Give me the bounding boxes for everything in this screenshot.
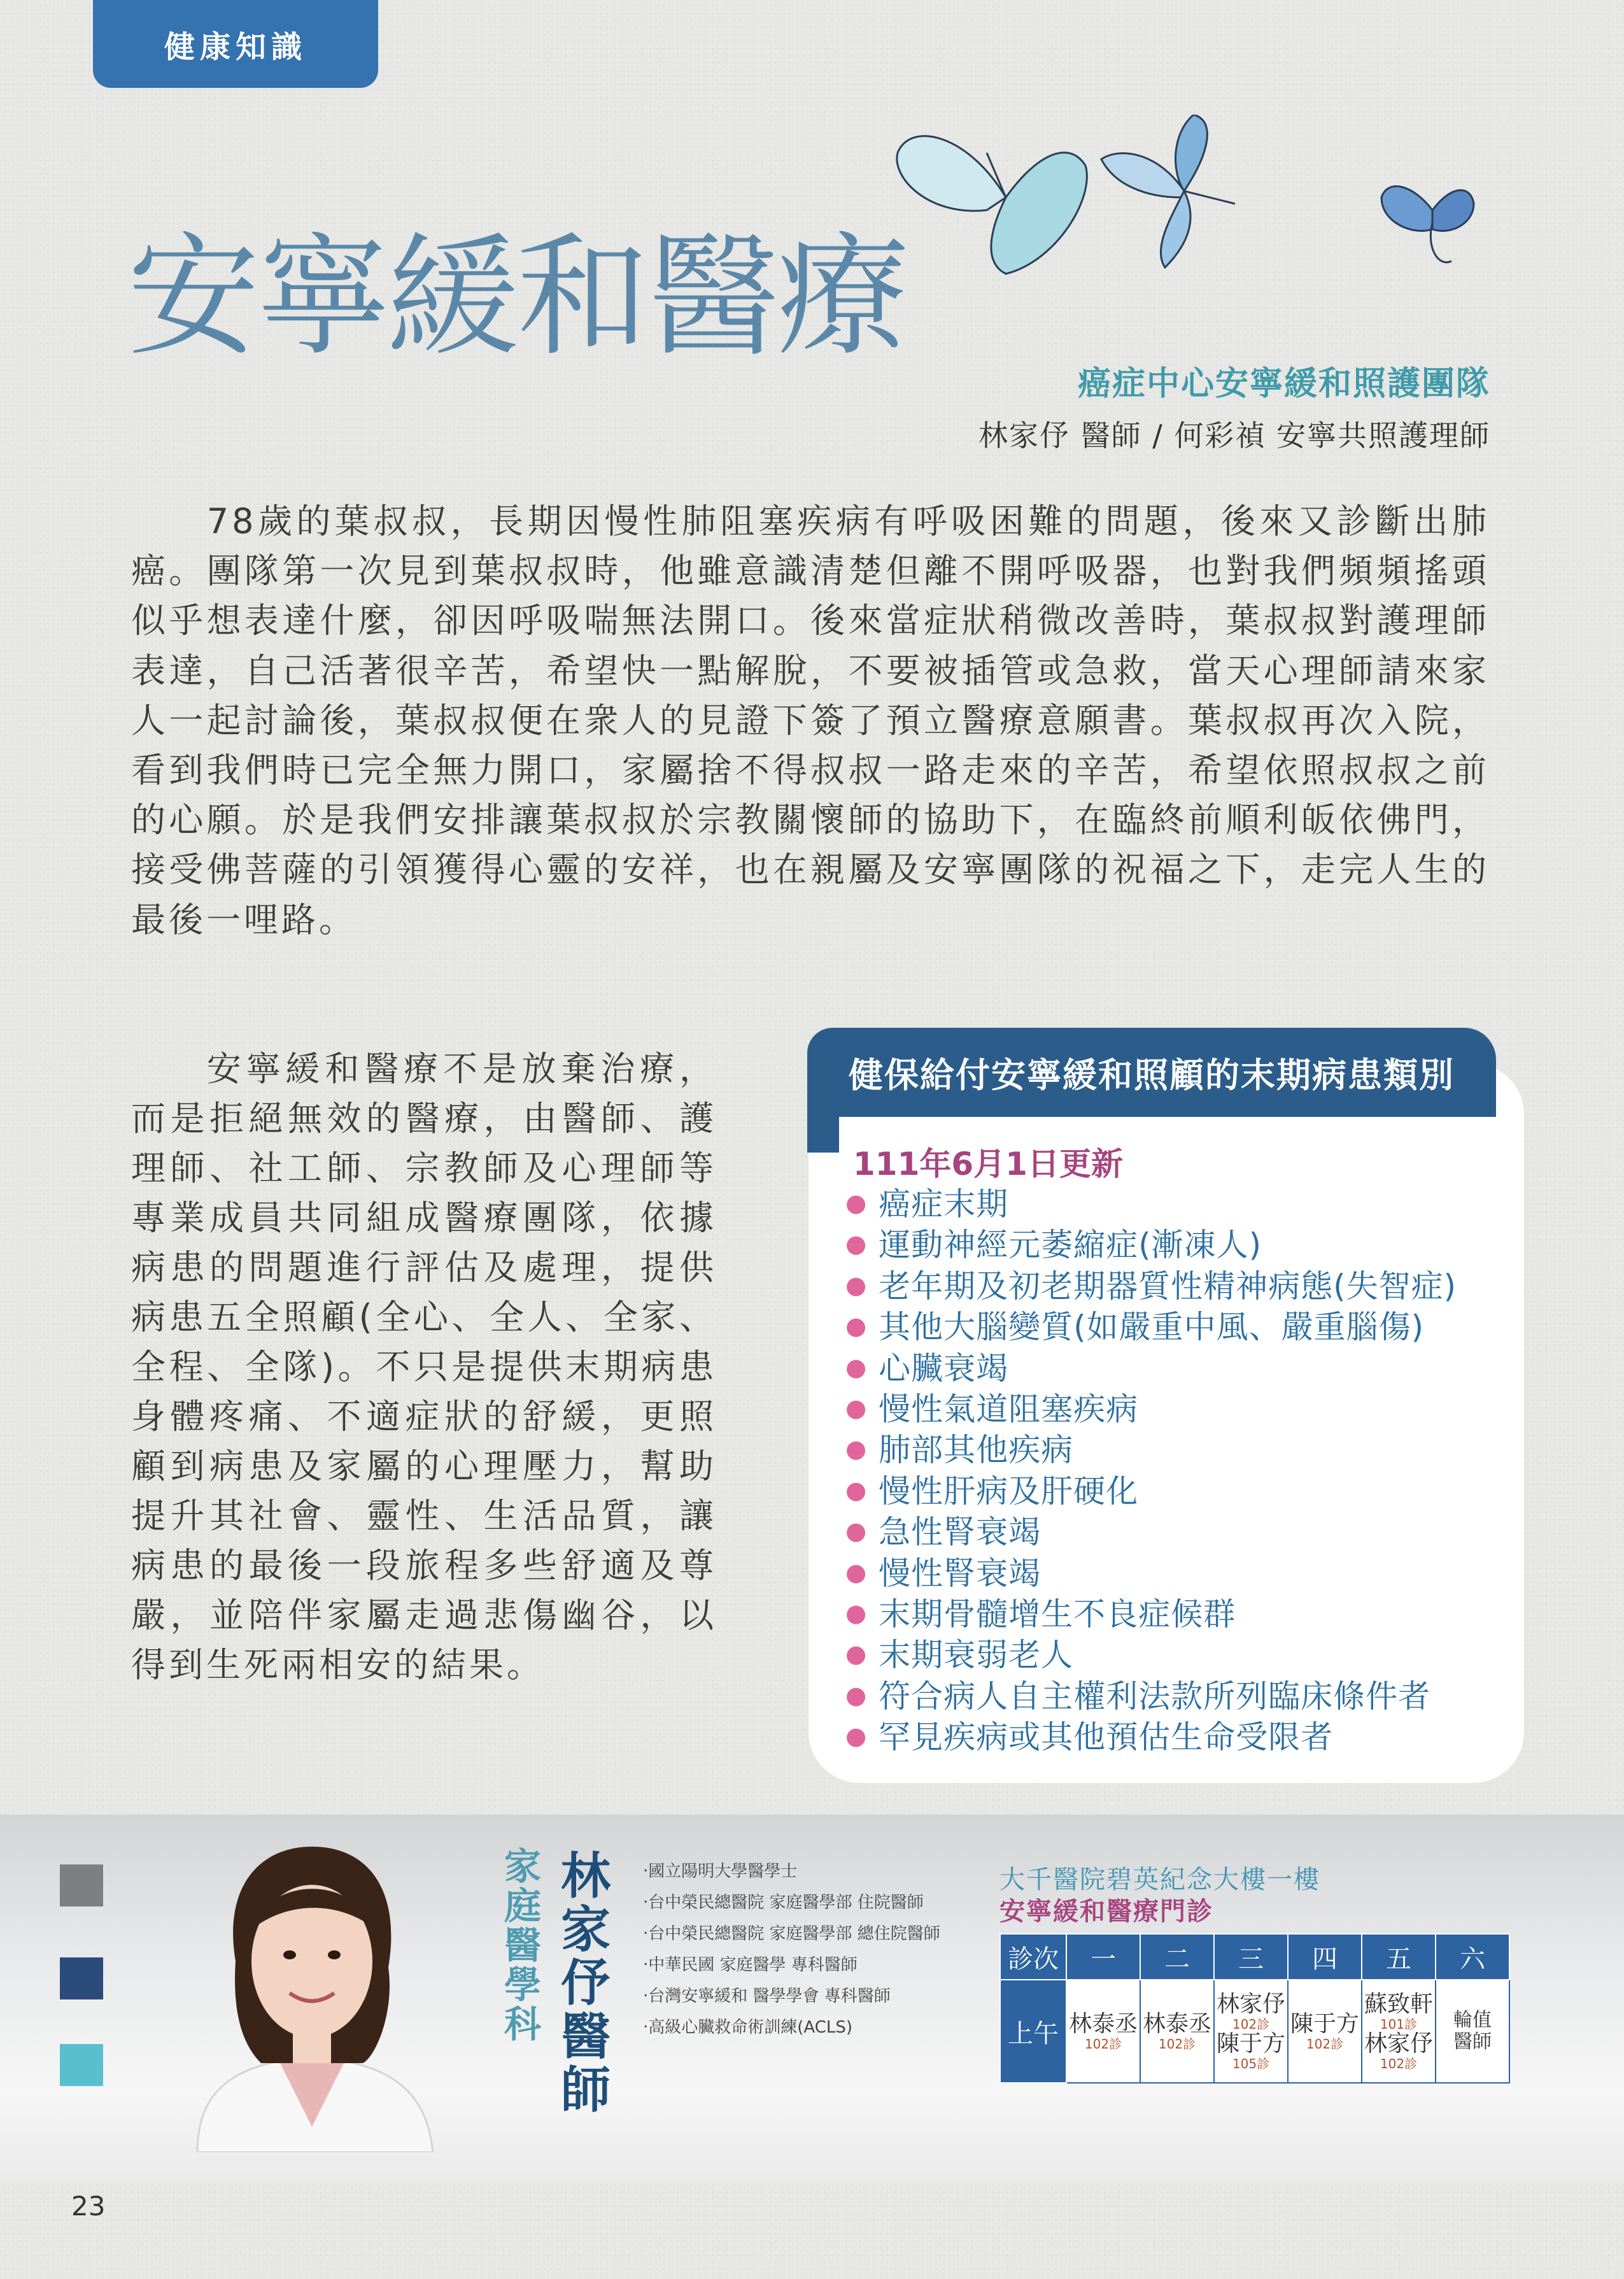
schedule-header-row: [1000, 1934, 1509, 1980]
credential-item: ‧台中榮民總醫院 家庭醫學部 總住院醫師: [643, 1924, 940, 1943]
slot-doctor: 陳于方: [1216, 2031, 1285, 2057]
butterfly-icon: [897, 136, 1087, 274]
bullet-icon: ●: [845, 1352, 868, 1381]
update-date: 111年6月1日更新: [853, 1146, 1123, 1182]
article-title: 安寧緩和醫療: [127, 220, 907, 374]
credential-item: ‧台灣安寧緩和 醫學學會 專科醫師: [643, 1987, 891, 2006]
decor-square-teal: [60, 2044, 103, 2086]
category-item: [845, 1470, 1457, 1511]
schedule-cell-thu: [1288, 1980, 1362, 2083]
article-authors: 林家伃 醫師 / 何彩禎 安寧共照護理師: [978, 418, 1490, 453]
doctor-credentials: [643, 1856, 940, 2043]
schedule-cell-mon: [1066, 1980, 1140, 2083]
bullet-icon: ●: [845, 1230, 868, 1258]
bullet-icon: ●: [845, 1722, 868, 1750]
category-label: 老年期及初老期器質性精神病態(失智症): [879, 1267, 1457, 1305]
category-label: 慢性腎衰竭: [879, 1554, 1041, 1592]
category-item: [845, 1224, 1457, 1265]
doctor-name: 林家伃 醫師: [560, 1848, 611, 2119]
bullet-icon: ●: [845, 1517, 868, 1545]
category-item: [845, 1552, 1457, 1593]
credential-item: ‧台中榮民總醫院 家庭醫學部 住院醫師: [643, 1893, 924, 1912]
slot-doctor: 林泰丞: [1068, 2011, 1138, 2037]
category-list: [845, 1183, 1457, 1757]
decor-square-gray: [60, 1864, 103, 1906]
category-label: 末期骨髓增生不良症候群: [879, 1596, 1236, 1633]
slot-doctor: 蘇致軒: [1364, 1991, 1433, 2017]
doctor-portrait: [172, 1834, 452, 2152]
category-label: 慢性肝病及肝硬化: [879, 1472, 1139, 1510]
schedule-day-thu: 四: [1288, 1934, 1362, 1980]
category-label: 慢性氣道阻塞疾病: [879, 1391, 1139, 1428]
slot-doctor: 林家伃: [1364, 2031, 1433, 2057]
butterfly-decoration: [891, 115, 1496, 280]
category-item: [845, 1388, 1457, 1429]
category-label: 肺部其他疾病: [879, 1431, 1074, 1469]
article-team: 癌症中心安寧緩和照護團隊: [1077, 365, 1490, 403]
category-label: 罕見疾病或其他預估生命受限者: [879, 1719, 1334, 1756]
schedule-day-tue: 二: [1140, 1934, 1214, 1980]
bullet-icon: ●: [845, 1312, 868, 1340]
category-item: [845, 1265, 1457, 1306]
body-paragraph: 安寧緩和醫療不是放棄治療，而是拒絕無效的醫療，由醫師、護理師、社工師、宗教師及心理師等專業成員共同組成醫療團隊，依據病患的問題進行評估及處理，提供病患五全照顧(全心、全人、全家、全程、全隊)。不只是提供末期病患身體疼痛、不適症狀的舒緩，更照顧到病患及家屬的心理壓力，幫助提升其社會、靈性、生活品質，讓病患的最後一段旅程多些舒適及尊嚴，並陪伴家屬走過悲傷幽谷，以得到生死兩相安的結果。: [131, 1049, 717, 1685]
credential-item: ‧高級心臟救命術訓練(ACLS): [643, 2018, 853, 2037]
category-label: 其他大腦變質(如嚴重中風、嚴重腦傷): [879, 1309, 1425, 1346]
bullet-icon: ●: [845, 1189, 868, 1217]
schedule-header-label: 診次: [1000, 1934, 1066, 1980]
slot-doctor: 陳于方: [1290, 2011, 1359, 2037]
credential-item: ‧中華民國 家庭醫學 專科醫師: [643, 1956, 858, 1975]
category-item: [845, 1511, 1457, 1552]
category-label: 運動神經元萎縮症(漸凍人): [879, 1226, 1262, 1264]
category-label: 符合病人自主權利法款所列臨床條件者: [879, 1677, 1431, 1715]
clinic-location: 大千醫院碧英紀念大樓一樓: [999, 1865, 1320, 1894]
bullet-icon: ●: [845, 1680, 868, 1709]
category-item: [845, 1634, 1457, 1675]
bullet-icon: ●: [845, 1640, 868, 1668]
slot-room: 102診: [1306, 2036, 1344, 2052]
slot-room: 101診: [1380, 2017, 1418, 2032]
slot-room: 105診: [1232, 2056, 1270, 2071]
category-item: [845, 1675, 1457, 1716]
bullet-icon: ●: [845, 1558, 868, 1586]
info-box-title: 健保給付安寧緩和照顧的末期病患類別: [849, 1054, 1455, 1095]
schedule-cell-tue: [1140, 1980, 1214, 2083]
credential-item: ‧國立陽明大學醫學士: [643, 1862, 798, 1881]
category-item: [845, 1306, 1457, 1347]
category-label: 癌症末期: [879, 1186, 1009, 1223]
category-item: [845, 1183, 1457, 1224]
category-label: 急性腎衰竭: [879, 1514, 1041, 1551]
page-number: 23: [71, 2190, 106, 2222]
schedule-day-wed: 三: [1214, 1934, 1288, 1980]
slot-room: 102診: [1380, 2056, 1418, 2071]
intro-paragraph: 78歲的葉叔叔，長期因慢性肺阻塞疾病有呼吸困難的問題，後來又診斷出肺癌。團隊第一次見到葉叔叔時，他雖意識清楚但離不開呼吸器，也對我們頻頻搖頭似乎想表達什麼，卻因呼吸喘無法開口。後來當症狀稍微改善時，葉叔叔對護理師表達，自己活著很辛苦，希望快一點解脫，不要被插管或急救，當天心理師請來家人一起討論後，葉叔叔便在衆人的見證下簽了預立醫療意願書。葉叔叔再次入院，看到我們時已完全無力開口，家屬捨不得叔叔一路走來的辛苦，希望依照叔叔之前的心願。於是我們安排讓葉叔叔於宗教關懷師的協助下，在臨終前順利皈依佛門，接受佛菩薩的引領獲得心靈的安祥，也在親屬及安寧團隊的祝福之下，走完人生的最後一哩路。: [131, 501, 1490, 940]
category-label: 末期衰弱老人: [879, 1636, 1074, 1674]
slot-room: 102診: [1084, 2036, 1122, 2052]
bullet-icon: ●: [845, 1435, 868, 1463]
clinic-name: 安寧緩和醫療門診: [999, 1897, 1213, 1926]
bullet-icon: ●: [845, 1270, 868, 1299]
category-item: [845, 1716, 1457, 1757]
clinic-schedule-table: [999, 1933, 1510, 2084]
schedule-day-mon: 一: [1066, 1934, 1140, 1980]
category-item: [845, 1429, 1457, 1470]
slot-doctor: 林泰丞: [1142, 2011, 1211, 2037]
schedule-cell-sat: [1436, 1980, 1509, 2083]
bullet-icon: ●: [845, 1394, 868, 1423]
butterfly-icon: [1101, 115, 1235, 267]
schedule-cell-wed: [1214, 1980, 1288, 2083]
section-tab-label: 健康知識: [164, 29, 307, 65]
slot-room: 102診: [1158, 2036, 1196, 2052]
schedule-session-label: 上午: [1000, 1980, 1066, 2083]
category-item: [845, 1593, 1457, 1634]
schedule-morning-row: [1000, 1980, 1509, 2083]
bullet-icon: ●: [845, 1475, 868, 1504]
schedule-day-fri: 五: [1362, 1934, 1436, 1980]
slot-room: 102診: [1232, 2017, 1270, 2032]
slot-doctor: 輪值醫師: [1453, 2009, 1492, 2053]
bullet-icon: ●: [845, 1599, 868, 1628]
category-item: [845, 1347, 1457, 1388]
decor-square-navy: [60, 1957, 103, 1999]
schedule-cell-fri: [1362, 1980, 1436, 2083]
doctor-department: 家庭醫學科: [504, 1845, 542, 2046]
section-tab: [93, 0, 378, 88]
info-box-header: [807, 1028, 1496, 1117]
category-label: 心臟衰竭: [879, 1349, 1009, 1387]
schedule-day-sat: 六: [1436, 1934, 1509, 1980]
butterfly-icon: [1381, 187, 1474, 262]
slot-doctor: 林家伃: [1216, 1991, 1285, 2017]
